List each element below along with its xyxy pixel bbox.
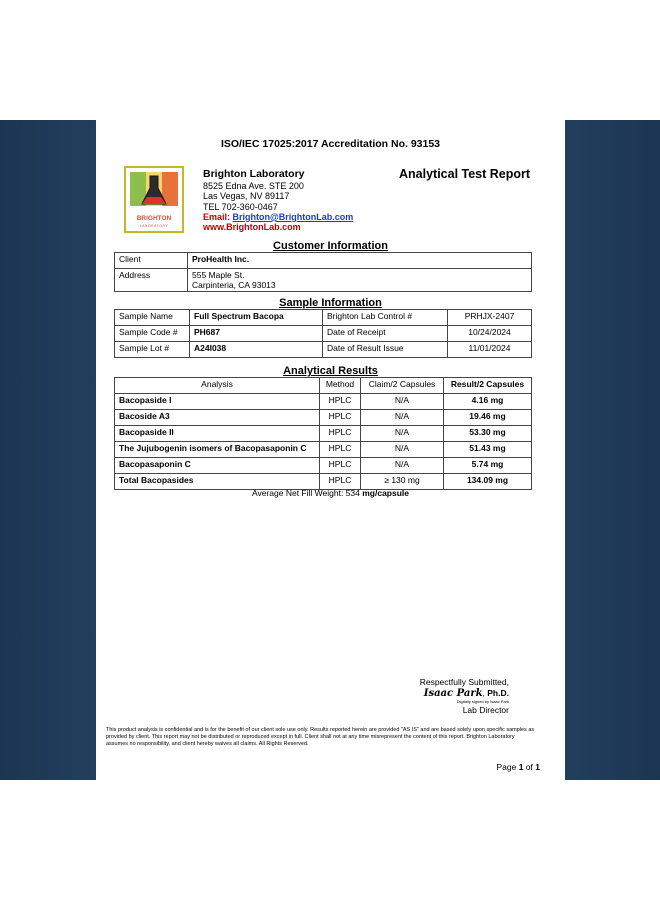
claim-cell: N/A (361, 410, 444, 426)
method-cell: HPLC (320, 458, 361, 474)
receipt-date-value: 10/24/2024 (448, 326, 532, 342)
logo-subtext: LABORATORY (139, 224, 169, 228)
analysis-cell: Total Bacopasides (115, 474, 320, 490)
page-of: of (525, 762, 533, 772)
table-row (115, 442, 532, 458)
analysis-cell: Bacoside A3 (115, 410, 320, 426)
customer-section-title: Customer Information (273, 240, 388, 252)
disclaimer-text: This product analysis is confidential and is for the benefit of our client sole use only. Results reported herein are provided "AS IS" and are based solely upon specific samples as provided by client. This report may not be distributed or reproduced except in full. Client shall not at any time misrepresent the content of this report. Brighton Laboratory assumes no responsibility, and client hereby waives all claims. All Rights Reserved. (106, 727, 535, 747)
signature-degree: Ph.D. (487, 688, 509, 698)
results-section-title: Analytical Results (283, 365, 378, 377)
method-cell: HPLC (320, 410, 361, 426)
issue-date-label: Date of Result Issue (323, 342, 448, 358)
sample-lot-label: Sample Lot # (115, 342, 190, 358)
claim-cell: N/A (361, 426, 444, 442)
control-number-value: PRHJX-2407 (448, 310, 532, 326)
lab-name: Brighton Laboratory (203, 168, 305, 180)
claim-cell: N/A (361, 458, 444, 474)
analysis-cell: Bacopaside II (115, 426, 320, 442)
control-number-label: Brighton Lab Control # (323, 310, 448, 326)
method-cell: HPLC (320, 474, 361, 490)
method-cell: HPLC (320, 442, 361, 458)
customer-table (114, 252, 532, 292)
sample-code-label: Sample Code # (115, 326, 190, 342)
table-row (115, 310, 532, 326)
result-header: Result/2 Capsules (444, 378, 532, 394)
result-cell: 51.43 mg (444, 442, 532, 458)
lab-contact-block (203, 168, 353, 232)
accreditation-header: ISO/IEC 17025:2017 Accreditation No. 93153 (220, 138, 441, 150)
signature-line: Isaac Park, Ph.D. (423, 688, 509, 699)
client-label: Client (115, 253, 188, 269)
table-row (115, 426, 532, 442)
sample-code-value: PH687 (190, 326, 323, 342)
results-table (114, 377, 532, 490)
signature-name: Isaac Park (423, 688, 483, 699)
table-row (115, 326, 532, 342)
fill-weight-label: Average Net Fill Weight: 534 (251, 488, 360, 498)
report-title: Analytical Test Report (399, 167, 531, 181)
analysis-cell: Bacopaside I (115, 394, 320, 410)
digital-signature-note: Digitally signed by Isaac Park (456, 699, 509, 704)
lab-email-row (203, 212, 353, 222)
address-line2: Carpinteria, CA 93013 (192, 280, 276, 290)
lab-address-line1: 8525 Edna Ave. STE 200 (203, 181, 304, 191)
email-label: Email: (203, 211, 231, 222)
table-row (115, 342, 532, 358)
receipt-date-label: Date of Receipt (323, 326, 448, 342)
address-label: Address (115, 269, 188, 292)
claim-cell: N/A (361, 442, 444, 458)
claim-cell: N/A (361, 394, 444, 410)
claim-header: Claim/2 Capsules (361, 378, 444, 394)
lab-website[interactable]: www.BrightonLab.com (203, 222, 301, 233)
table-row (115, 253, 532, 269)
address-line1: 555 Maple St. (192, 270, 245, 280)
analysis-cell: The Jujubogenin isomers of Bacopasaponin C (115, 442, 320, 458)
lab-address-line2: Las Vegas, NV 89117 (203, 191, 290, 202)
sample-table (114, 309, 532, 358)
brighton-logo (124, 166, 184, 233)
lab-phone: TEL 702-360-0467 (203, 201, 278, 212)
method-cell: HPLC (320, 426, 361, 442)
logo-wordmark: BRIGHTON (136, 215, 172, 222)
signer-title: Lab Director (462, 705, 509, 715)
table-row (115, 269, 532, 292)
address-value (188, 269, 532, 292)
submitted-text: Respectfully Submitted, (419, 677, 509, 687)
email-link[interactable]: Brighton@BrightonLab.com (232, 211, 354, 222)
table-row (115, 410, 532, 426)
analysis-header: Analysis (115, 378, 320, 394)
method-cell: HPLC (320, 394, 361, 410)
sample-section-title: Sample Information (279, 297, 382, 309)
page-current: 1 (518, 762, 524, 772)
page-total: 1 (535, 762, 540, 772)
table-row (115, 394, 532, 410)
table-header-row (115, 378, 532, 394)
report-sheet (96, 120, 565, 780)
sample-lot-value: A24I038 (190, 342, 323, 358)
client-value: ProHealth Inc. (188, 253, 532, 269)
claim-cell: ≥ 130 mg (361, 474, 444, 490)
table-row (115, 458, 532, 474)
method-header: Method (320, 378, 361, 394)
signature-block (420, 677, 509, 716)
page-label: Page (496, 762, 517, 772)
fill-weight-unit: mg/capsule (362, 488, 410, 498)
result-cell: 5.74 mg (444, 458, 532, 474)
result-cell: 4.16 mg (444, 394, 532, 410)
issue-date-value: 11/01/2024 (448, 342, 532, 358)
analysis-cell: Bacopasaponin C (115, 458, 320, 474)
page-number (496, 762, 540, 772)
sample-name-label: Sample Name (115, 310, 190, 326)
sample-name-value: Full Spectrum Bacopa (190, 310, 323, 326)
result-cell: 134.09 mg (444, 474, 532, 490)
fill-weight-note (96, 488, 565, 498)
result-cell: 19.46 mg (444, 410, 532, 426)
result-cell: 53.30 mg (444, 426, 532, 442)
